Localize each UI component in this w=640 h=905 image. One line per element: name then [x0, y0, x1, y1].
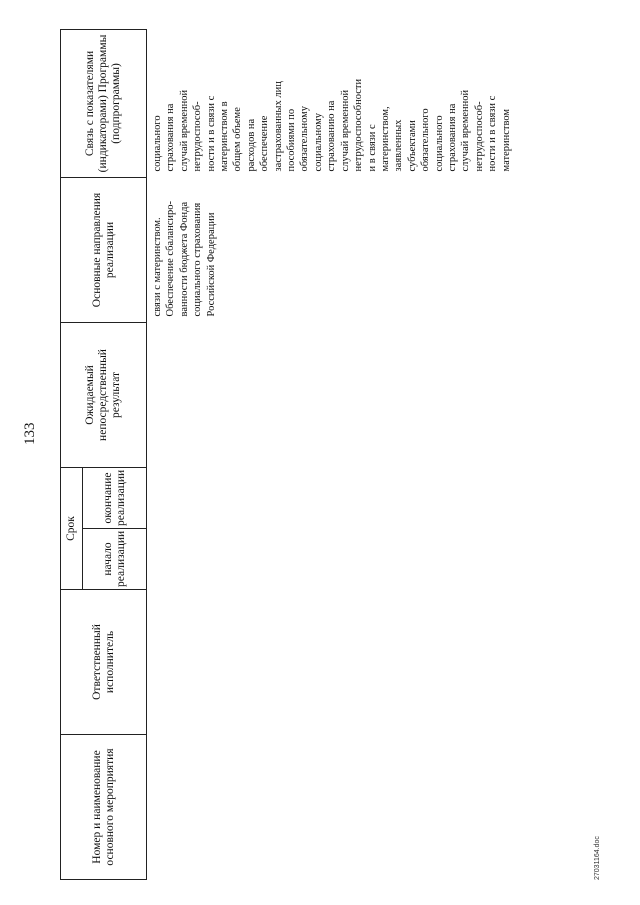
header-main-directions: Основные направления реализации	[61, 177, 147, 322]
header-term: Срок	[61, 467, 83, 589]
document-sheet	[60, 30, 610, 880]
cell-link-indicators: социального страхования на случай временной нетрудоспособ- ности и в связи с материнством в общем объеме расходов на обеспечение застрахованных лиц пособиями по обязательному социальному страхованию на случай временной нетрудоспособности и в связи с материнством, заявленных субъектами обязательного социального страхования на случай временной нетрудоспособ- ности и в связи с материнством	[152, 78, 512, 172]
header-number-and-name: Номер и наименование основного мероприятия	[61, 735, 147, 880]
table-row	[147, 29, 517, 879]
page-number: 133	[22, 422, 38, 445]
cell-executor	[147, 590, 517, 735]
cell-start	[147, 529, 517, 590]
cell-number-and-name	[147, 735, 517, 880]
cell-end	[147, 467, 517, 528]
header-end: окончание реализации	[83, 467, 147, 528]
document-code: 27031164.doc	[594, 836, 601, 880]
header-link-indicators: Связь с показателями (индикаторами) Программы (подпрограммы)	[61, 29, 147, 177]
cell-main-directions: связи с материнством. Обеспечение сбалансиро- ванности бюджета Фонда социального страхования Российской Федерации	[152, 200, 217, 317]
header-expected-result: Ожидаемый непосредственный результат	[61, 322, 147, 467]
cell-expected-result	[147, 322, 517, 467]
program-measures-table	[60, 29, 517, 880]
header-start: начало реализации	[83, 529, 147, 590]
header-executor: Ответственный исполнитель	[61, 590, 147, 735]
